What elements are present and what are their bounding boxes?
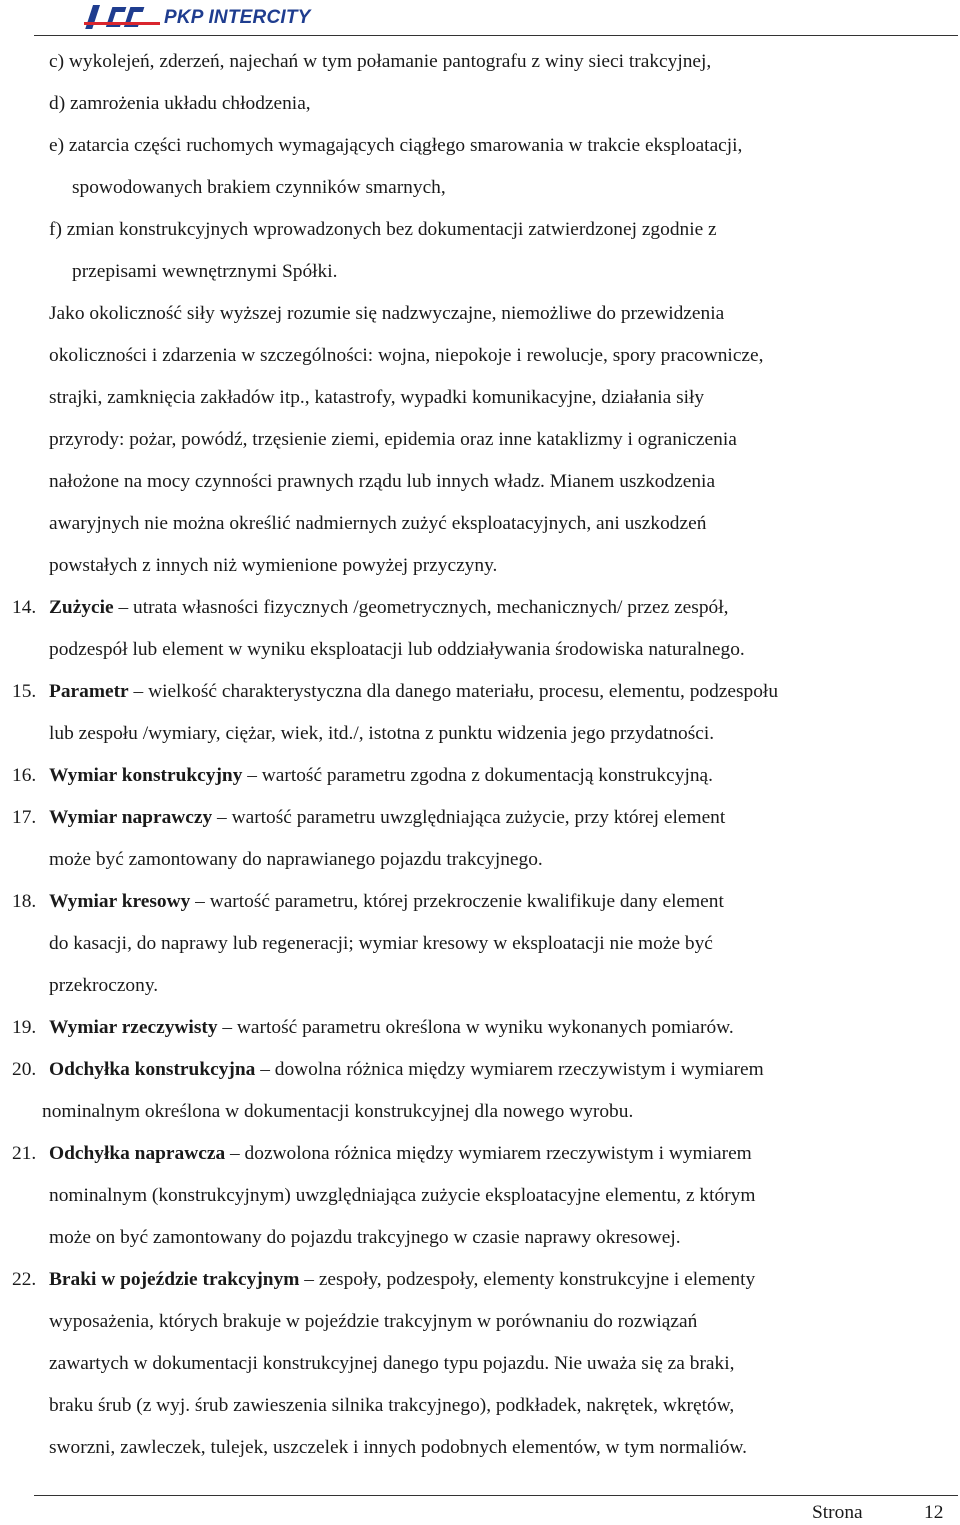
page-number: 12 — [924, 1502, 944, 1523]
line-text: może on być zamontowany do pojazdu trakcyjnego w czasie naprawy okresowej. — [49, 1227, 681, 1248]
text-line — [49, 638, 745, 662]
line-text: nominalnym określona w dokumentacji konstrukcyjnej dla nowego wyrobu. — [42, 1101, 634, 1122]
line-text: – wartość parametru uwzględniająca zużycie, przy której element — [212, 807, 726, 828]
text-line — [49, 932, 713, 956]
line-text: spowodowanych brakiem czynników smarnych, — [72, 177, 446, 198]
line-text: okoliczności i zdarzenia w szczególności: wojna, niepokoje i rewolucje, spory pracownicze, — [49, 345, 764, 366]
definition-term: Parametr — [49, 681, 129, 702]
text-line — [49, 470, 715, 494]
text-line — [49, 344, 764, 368]
text-line — [49, 92, 311, 116]
ic-logo-icon — [84, 2, 160, 34]
definition-term: Zużycie — [49, 597, 114, 618]
definition-term: Wymiar naprawczy — [49, 807, 213, 828]
text-line — [42, 1100, 633, 1124]
definition-term: Wymiar rzeczywisty — [49, 1017, 218, 1038]
text-line — [49, 848, 543, 872]
line-text: c) wykolejeń, zderzeń, najechań w tym połamanie pantografu z winy sieci trakcyjnej, — [49, 51, 712, 72]
line-text: powstałych z innych niż wymienione powyżej przyczyny. — [49, 555, 498, 576]
definition-line — [12, 806, 725, 830]
text-line — [49, 218, 717, 242]
line-text: – utrata własności fizycznych /geometrycznych, mechanicznych/ przez zespół, — [113, 597, 729, 618]
line-text: wyposażenia, których brakuje w pojeździe trakcyjnym w porównaniu do rozwiązań — [49, 1311, 698, 1332]
logo-text: PKP INTERCITY — [164, 7, 311, 28]
text-line — [49, 1184, 755, 1208]
text-line — [49, 302, 724, 326]
page-label: Strona — [812, 1502, 863, 1523]
line-text: d) zamrożenia układu chłodzenia, — [49, 93, 311, 114]
line-text: nałożone na mocy czynności prawnych rządu lub innych władz. Mianem uszkodzenia — [49, 471, 716, 492]
line-text: podzespół lub element w wyniku eksploatacji lub oddziaływania środowiska naturalnego. — [49, 639, 745, 660]
line-text: zawartych w dokumentacji konstrukcyjnej danego typu pojazdu. Nie uważa się za braki, — [49, 1353, 735, 1374]
line-text: – wartość parametru określona w wyniku wykonanych pomiarów. — [217, 1017, 734, 1038]
text-line — [72, 260, 338, 284]
item-number: 18. — [12, 891, 37, 912]
text-line — [49, 554, 497, 578]
item-number: 14. — [12, 597, 37, 618]
item-number: 16. — [12, 765, 37, 786]
text-line — [49, 722, 714, 746]
text-line — [49, 134, 742, 158]
text-line — [49, 386, 704, 410]
line-text: nominalnym (konstrukcyjnym) uwzględniająca zużycie eksploatacyjne elementu, z którym — [49, 1185, 756, 1206]
line-text: awaryjnych nie można określić nadmiernych zużyć eksploatacyjnych, ani uszkodzeń — [49, 513, 707, 534]
line-text: do kasacji, do naprawy lub regeneracji; wymiar kresowy w eksploatacji nie może być — [49, 933, 713, 954]
line-text: – dozwolona różnica między wymiarem rzeczywistym i wymiarem — [225, 1143, 752, 1164]
line-text: e) zatarcia części ruchomych wymagających ciągłego smarowania w trakcie eksploatacji, — [49, 135, 743, 156]
line-text: braku śrub (z wyj. śrub zawieszenia silnika trakcyjnego), podkładek, nakrętek, wkrętów, — [49, 1395, 735, 1416]
text-line — [49, 512, 706, 536]
line-text: lub zespołu /wymiary, ciężar, wiek, itd./, istotna z punktu widzenia jego przydatności. — [49, 723, 715, 744]
definition-line — [12, 596, 728, 620]
line-text: przepisami wewnętrznymi Spółki. — [72, 261, 338, 282]
line-text: Jako okoliczność siły wyższej rozumie się nadzwyczajne, niemożliwe do przewidzenia — [49, 303, 725, 324]
text-line — [49, 1394, 734, 1418]
text-line — [72, 176, 446, 200]
definition-term: Wymiar kresowy — [49, 891, 191, 912]
header-divider — [34, 35, 958, 36]
definition-term: Odchyłka naprawcza — [49, 1143, 226, 1164]
line-text: – wielkość charakterystyczna dla danego materiału, procesu, elementu, podzespołu — [128, 681, 779, 702]
line-text: – wartość parametru zgodna z dokumentacją konstrukcyjną. — [242, 765, 713, 786]
text-line — [49, 1436, 747, 1460]
item-number: 19. — [12, 1017, 37, 1038]
definition-term: Odchyłka konstrukcyjna — [49, 1059, 256, 1080]
footer-divider — [34, 1495, 958, 1496]
definition-line — [12, 1058, 764, 1082]
text-line — [49, 428, 737, 452]
definition-line — [12, 1142, 752, 1166]
definition-line — [12, 764, 713, 788]
page-footer — [812, 1501, 944, 1525]
line-text: – zespoły, podzespoły, elementy konstrukcyjne i elementy — [299, 1269, 756, 1290]
item-number: 15. — [12, 681, 37, 702]
line-text: – dowolna różnica między wymiarem rzeczywistym i wymiarem — [255, 1059, 764, 1080]
line-text: przyrody: pożar, powódź, trzęsienie ziemi, epidemia oraz inne kataklizmy i ograniczenia — [49, 429, 737, 450]
definition-line — [12, 1016, 734, 1040]
item-number: 17. — [12, 807, 37, 828]
line-text: – wartość parametru, której przekroczenie kwalifikuje dany element — [190, 891, 724, 912]
definition-term: Braki w pojeździe trakcyjnym — [49, 1269, 300, 1290]
pkp-intercity-logo — [84, 2, 311, 34]
text-line — [49, 1310, 697, 1334]
line-text: f) zmian konstrukcyjnych wprowadzonych bez dokumentacji zatwierdzonej zgodnie z — [49, 219, 717, 240]
item-number: 22. — [12, 1269, 37, 1290]
text-line — [49, 974, 158, 998]
line-text: sworzni, zawleczek, tulejek, uszczelek i innych podobnych elementów, w tym normaliów. — [49, 1437, 748, 1458]
text-line — [49, 1226, 681, 1250]
line-text: może być zamontowany do naprawianego pojazdu trakcyjnego. — [49, 849, 543, 870]
text-line — [49, 50, 711, 74]
item-number: 21. — [12, 1143, 37, 1164]
definition-line — [12, 890, 724, 914]
definition-line — [12, 1268, 755, 1292]
line-text: strajki, zamknięcia zakładów itp., katastrofy, wypadki komunikacyjne, działania siły — [49, 387, 705, 408]
text-line — [49, 1352, 734, 1376]
definition-line — [12, 680, 778, 704]
page-header — [0, 0, 960, 36]
line-text: przekroczony. — [49, 975, 159, 996]
item-number: 20. — [12, 1059, 37, 1080]
definition-term: Wymiar konstrukcyjny — [49, 765, 243, 786]
